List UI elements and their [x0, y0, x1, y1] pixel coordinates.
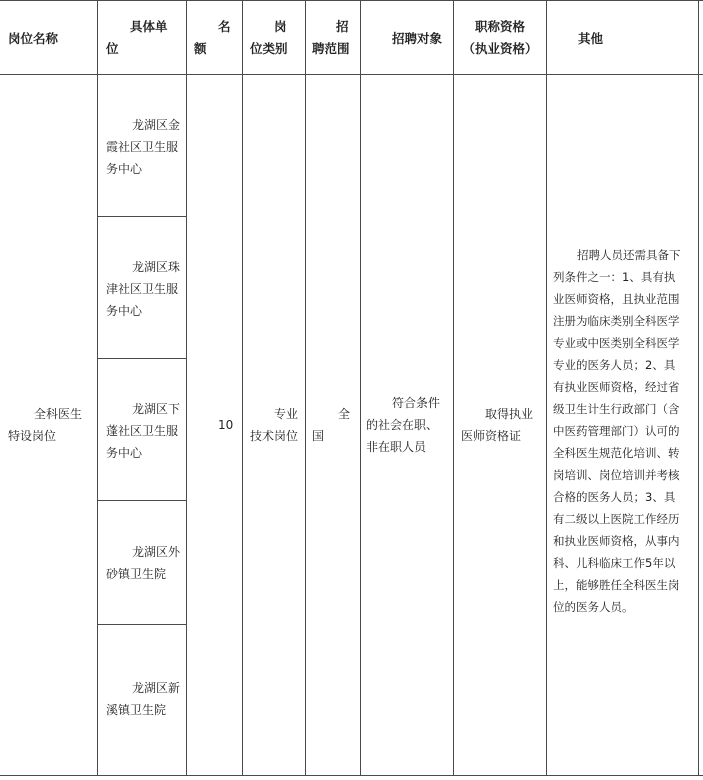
unit-divider-2 — [97, 358, 187, 359]
header-quota — [194, 16, 240, 60]
unit-divider-1 — [97, 216, 187, 217]
unit-3-line1: 龙湖区下 — [132, 402, 181, 416]
column-rule-8 — [698, 0, 699, 776]
header-category-line2: 位类别 — [250, 41, 288, 56]
header-target — [392, 28, 452, 50]
header-bottom-border — [0, 74, 703, 75]
other-line-15: 科、儿科临床工作5年以 — [553, 556, 676, 570]
unit-2-line1: 龙湖区珠 — [132, 260, 181, 274]
title-line1: 取得执业 — [485, 407, 534, 421]
category-line2: 技术岗位 — [250, 429, 299, 443]
header-other-text: 其他 — [578, 31, 604, 46]
unit-2-line2: 津社区卫生服 — [106, 282, 179, 296]
unit-divider-3 — [97, 500, 187, 501]
target-line3: 非在职人员 — [366, 440, 427, 454]
other-line-6: 专业的医务人员；2、具 — [553, 358, 676, 372]
header-title-line1: 职称资格 — [474, 19, 525, 34]
quota-value: 10 — [218, 418, 234, 432]
header-category-line1: 岗 — [274, 19, 287, 34]
unit-cell-1 — [106, 114, 186, 180]
unit-5-line1: 龙湖区新 — [132, 681, 181, 695]
unit-cell-2 — [106, 256, 186, 322]
column-rule-6 — [453, 0, 454, 776]
unit-5-line2: 溪镇卫生院 — [106, 703, 167, 717]
scope-cell — [312, 403, 360, 447]
column-rule-3 — [242, 0, 243, 776]
unit-1-line2: 霞社区卫生服 — [106, 140, 179, 154]
other-line-13: 有二级以上医院工作经历 — [553, 512, 680, 526]
header-unit-line2: 位 — [106, 41, 119, 56]
column-rule-5 — [360, 0, 361, 776]
title-line2: 医师资格证 — [461, 429, 522, 443]
header-scope-line2: 聘范围 — [312, 41, 350, 56]
unit-4-line1: 龙湖区外 — [132, 545, 181, 559]
column-rule-1 — [97, 0, 98, 776]
header-unit — [106, 16, 184, 60]
position-name-line1: 全科医生 — [34, 407, 83, 421]
header-category — [250, 16, 304, 60]
other-line-17: 位的医务人员。 — [553, 600, 634, 614]
header-quota-line2: 额 — [194, 41, 207, 56]
header-scope-line1: 招 — [336, 19, 349, 34]
quota-cell — [218, 414, 242, 436]
header-position-name-text: 岗位名称 — [8, 31, 59, 46]
table-bottom-border — [0, 775, 703, 776]
position-name-line2: 特设岗位 — [8, 429, 57, 443]
other-line-8: 级卫生计生行政部门（含 — [553, 402, 680, 416]
other-line-14: 和执业医师资格，从事内 — [553, 534, 680, 548]
column-rule-4 — [305, 0, 306, 776]
column-rule-7 — [546, 0, 547, 776]
other-line-10: 全科医生规范化培训、转 — [553, 446, 680, 460]
target-line2: 的社会在职、 — [366, 418, 439, 432]
other-line-7: 有执业医师资格，经过省 — [553, 380, 680, 394]
other-line-3: 业医师资格，且执业范围 — [553, 292, 680, 306]
unit-cell-3 — [106, 398, 186, 464]
header-scope — [312, 16, 360, 60]
category-line1: 专业 — [274, 407, 299, 421]
other-line-9: 中医药管理部门）认可的 — [553, 424, 680, 438]
header-quota-line1: 名 — [218, 19, 231, 34]
target-cell — [366, 392, 452, 458]
other-line-5: 专业或中医类别全科医学 — [553, 336, 680, 350]
other-line-12: 合格的医务人员；3、具 — [553, 490, 676, 504]
table-top-border — [0, 0, 703, 1]
other-requirements-cell — [553, 244, 697, 618]
header-target-text: 招聘对象 — [392, 31, 443, 46]
unit-4-line2: 砂镇卫生院 — [106, 567, 167, 581]
scope-line1: 全 — [338, 407, 351, 421]
header-title-qualification — [454, 16, 546, 60]
unit-divider-4 — [97, 624, 187, 625]
scope-line2: 国 — [312, 429, 325, 443]
other-line-11: 岗培训、岗位培训并考核 — [553, 468, 680, 482]
other-line-4: 注册为临床类别全科医学 — [553, 314, 680, 328]
unit-1-line1: 龙湖区金 — [132, 118, 181, 132]
unit-3-line3: 务中心 — [106, 446, 143, 460]
header-position-name — [8, 28, 93, 50]
column-rule-2 — [186, 0, 187, 776]
header-title-line2: （执业资格） — [462, 41, 538, 56]
unit-2-line3: 务中心 — [106, 304, 143, 318]
unit-1-line3: 务中心 — [106, 162, 143, 176]
position-name-cell — [8, 403, 93, 447]
title-qualification-cell — [461, 403, 545, 447]
header-unit-line1: 具体单 — [130, 19, 168, 34]
header-other — [578, 28, 638, 50]
unit-cell-5 — [106, 677, 186, 721]
category-cell — [250, 403, 304, 447]
unit-3-line2: 蓬社区卫生服 — [106, 424, 179, 438]
other-line-2: 列条件之一：1、具有执 — [553, 270, 676, 284]
unit-cell-4 — [106, 541, 186, 585]
target-line1: 符合条件 — [392, 396, 441, 410]
other-line-1: 招聘人员还需具备下 — [577, 248, 681, 262]
other-line-16: 上，能够胜任全科医生岗 — [553, 578, 680, 592]
